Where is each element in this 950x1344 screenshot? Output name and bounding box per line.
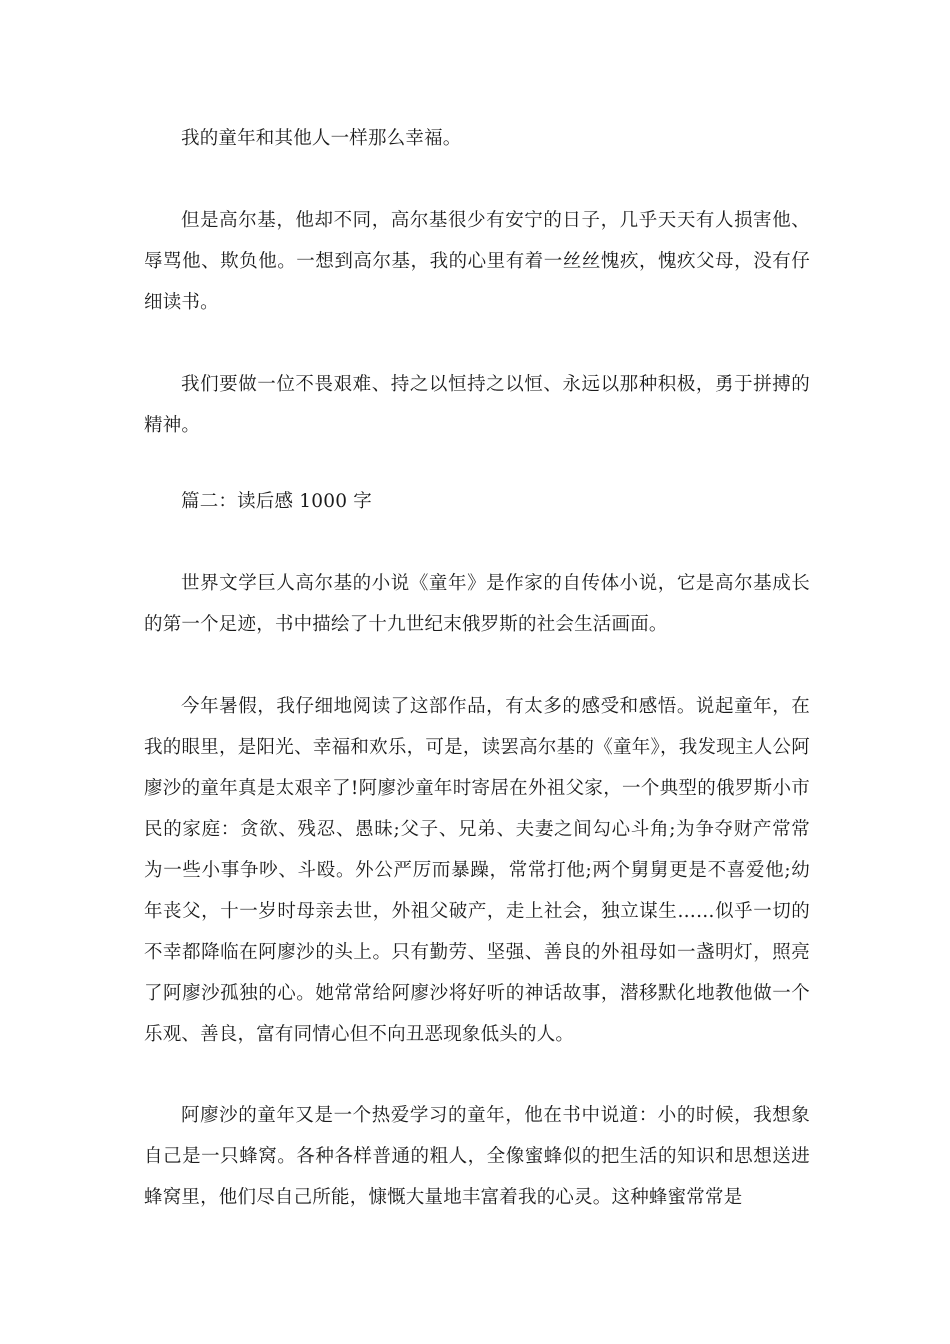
section-heading: 篇二：读后感 1000 字 xyxy=(181,491,372,512)
paragraph-love-of-learning: 阿廖沙的童年又是一个热爱学习的童年，他在书中说道：小的时候，我想象自己是一只蜂窝。各种各样普通的粗人，全像蜜蜂似的把生活的知识和思想送进蜂窝里，他们尽自己所能，慷慨大量地丰富着我的心灵。这种蜂蜜常常是 xyxy=(144,1105,810,1208)
paragraph-summer-reading: 今年暑假，我仔细地阅读了这部作品，有太多的感受和感悟。说起童年，在我的眼里，是阳光、幸福和欢乐，可是，读罢高尔基的《童年》，我发现主人公阿廖沙的童年真是太艰辛了!阿廖沙童年时寄居在外祖父家，一个典型的俄罗斯小市民的家庭：贪欲、残忍、愚昧;父子、兄弟、夫妻之间勾心斗角;为争夺财产常常为一些小事争吵、斗殴。外公严厉而暴躁，常常打他;两个舅舅更是不喜爱他;幼年丧父，十一岁时母亲去世，外祖父破产，走上社会，独立谋生……似乎一切的不幸都降临在阿廖沙的头上。只有勤劳、坚强、善良的外祖母如一盏明灯，照亮了阿廖沙孤独的心。她常常给阿廖沙将好听的神话故事，潜移默化地教他做一个乐观、善良，富有同情心但不向丑恶现象低头的人。 xyxy=(144,696,810,1045)
paragraph-perseverance: 我们要做一位不畏艰难、持之以恒持之以恒、永远以那种积极，勇于拼搏的精神。 xyxy=(144,374,810,436)
paragraph-book-intro: 世界文学巨人高尔基的小说《童年》是作家的自传体小说，它是高尔基成长的第一个足迹，书中描绘了十九世纪末俄罗斯的社会生活画面。 xyxy=(144,573,810,635)
paragraph-gorky-hardship: 但是高尔基，他却不同，高尔基很少有安宁的日子，几乎天天有人损害他、辱骂他、欺负他。一想到高尔基，我的心里有着一丝丝愧疚，愧疚父母，没有仔细读书。 xyxy=(144,210,810,313)
paragraph-childhood-happiness: 我的童年和其他人一样那么幸福。 xyxy=(181,128,462,149)
